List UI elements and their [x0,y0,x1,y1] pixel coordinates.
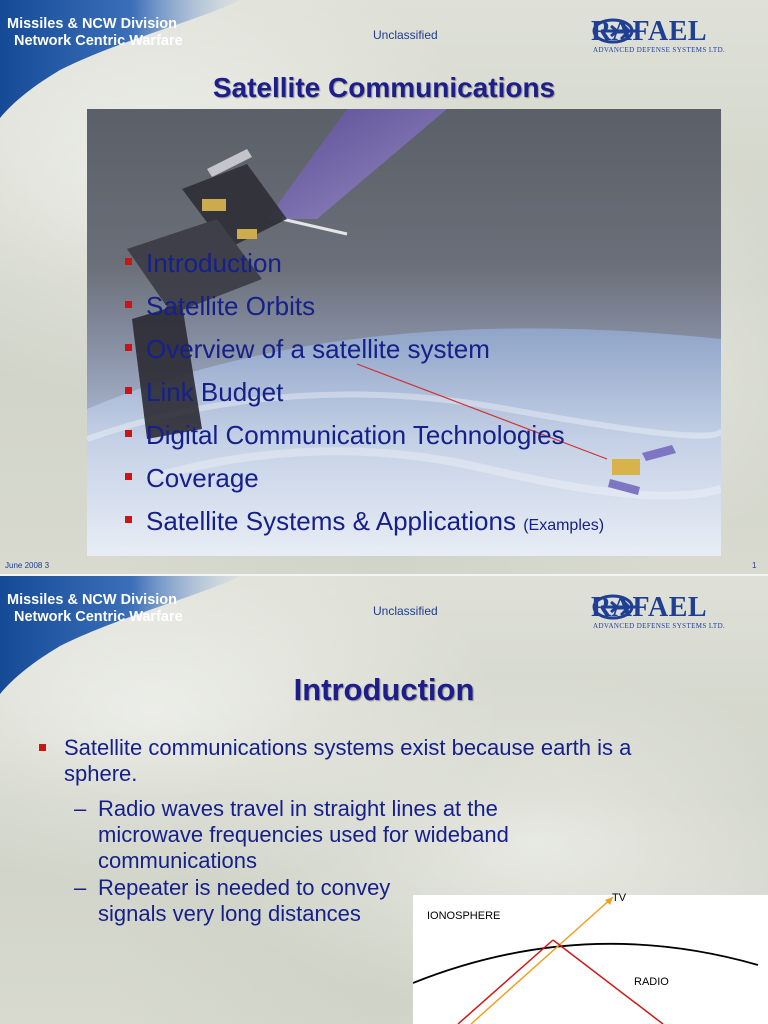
radio-label: RADIO [634,976,669,988]
list-item: Link Budget [121,375,721,418]
division-title: Missiles & NCW Division [7,592,178,608]
division-title: Missiles & NCW Division [7,16,178,32]
list-item: Satellite Systems & Applications (Examples) [121,504,721,547]
rafael-logo-icon [591,18,643,44]
propagation-diagram [413,892,768,1024]
list-item: Coverage [121,461,721,504]
subdivision-title: Network Centric Warfare [14,609,183,625]
intro-bullets [36,735,676,787]
sub-bullet-1: – Radio waves travel in straight lines at the microwave frequencies used for wideband communications [74,796,509,873]
page-number: 1 [752,561,757,570]
classification-label: Unclassified [373,604,438,618]
examples-note: (Examples) [523,517,605,534]
list-item: Introduction [121,246,721,289]
list-item: Overview of a satellite system [121,332,721,375]
tv-label: TV [612,892,627,904]
list-item: Digital Communication Technologies [121,418,721,461]
slide-title: Satellite Communications [212,72,556,103]
header-band [0,576,768,634]
rafael-logo: RAFAEL ADVANCED DEFENSE SYSTEMS LTD. [591,16,726,54]
agenda-list [121,246,721,547]
slide-2 [0,576,768,1024]
footer-date: June 2008 3 [5,561,50,570]
rafael-logo-icon [591,594,643,620]
header-band [0,0,768,58]
sub-bullet-2: – Repeater is needed to convey signals very long distances [74,875,391,926]
radio-signal [458,940,553,1024]
rafael-logo: RAFAEL ADVANCED DEFENSE SYSTEMS LTD. [591,592,726,630]
subdivision-title: Network Centric Warfare [14,33,183,49]
list-item: Satellite communications systems exist because earth is a sphere. [36,735,676,787]
slide-title: Introduction [293,672,475,707]
list-item: Satellite Orbits [121,289,721,332]
ionosphere-label: IONOSPHERE [427,910,501,922]
classification-label: Unclassified [373,28,438,42]
